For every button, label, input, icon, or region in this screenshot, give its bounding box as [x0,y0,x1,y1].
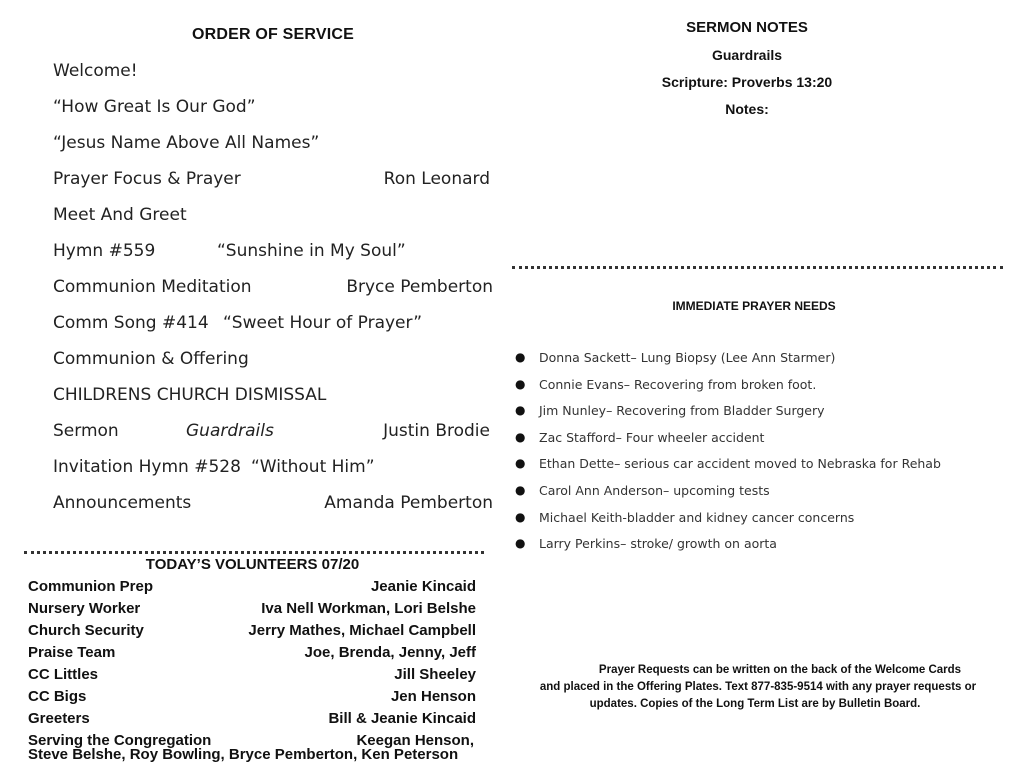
song-title: “Sunshine in My Soul” [217,241,406,261]
divider-dotted [512,266,1003,269]
service-item: “Jesus Name Above All Names” [53,133,320,153]
prayer-needs-title: IMMEDIATE PRAYER NEEDS [672,299,836,313]
service-item: CHILDRENS CHURCH DISMISSAL [53,385,327,405]
prayer-requests-info: Prayer Requests can be written on the back of the Welcome Cards and placed in the Offering Plates. Text 877-835-9514 with any prayer requests or updates. Copies of the Long Term List are by Bulletin Board. [539,664,977,710]
sermon-notes-sermon-title: Guardrails [711,47,783,63]
prayer-needs-list [515,350,941,563]
service-item: Sermon Guardrails Justin Brodie [53,421,490,441]
bullet-icon: ● [515,482,526,497]
service-item: “How Great Is Our God” [53,97,256,117]
service-item: Communion & Offering [53,349,249,369]
list-item: ● Carol Ann Anderson– upcoming tests [515,482,770,498]
list-item: ● Donna Sackett– Lung Biopsy (Lee Ann Starmer) [515,350,836,365]
bullet-icon: ● [515,429,526,444]
volunteer-continuation: Steve Belshe, Roy Bowling, Bryce Pemberton, Ken Peterson [28,746,459,763]
service-item: Welcome! [53,61,138,81]
list-item: ● Ethan Dette– serious car accident moved to Nebraska for Rehab [515,456,941,472]
volunteer-row: CC Bigs Jen Henson [28,688,476,705]
list-item: ● Larry Perkins– stroke/ growth on aorta [515,536,777,552]
volunteer-row: Church Security Jerry Mathes, Michael Campbell [28,622,476,639]
volunteer-row: Serving the Congregation Keegan Henson, [28,732,474,749]
service-item: Prayer Focus & Prayer Ron Leonard [53,169,490,189]
service-item: Comm Song #414 “Sweet Hour of Prayer” [53,313,423,333]
song-title: “Sweet Hour of Prayer” [223,313,423,333]
service-leader: Justin Brodie [383,421,490,441]
bullet-icon: ● [515,509,526,524]
volunteer-row: Greeters Bill & Jeanie Kincaid [28,710,476,727]
right-panel [505,0,1015,784]
service-item: Communion Meditation Bryce Pemberton [53,277,493,297]
bullet-icon: ● [515,403,526,418]
left-panel [0,0,505,784]
service-leader: Amanda Pemberton [324,493,493,513]
service-leader: Ron Leonard [383,169,490,189]
volunteer-row: Communion Prep Jeanie Kincaid [28,578,476,595]
list-item: ● Connie Evans– Recovering from broken foot. [515,376,817,392]
service-item: Hymn #559 “Sunshine in My Soul” [53,241,406,261]
volunteer-row: Nursery Worker Iva Nell Workman, Lori Belshe [28,600,476,617]
service-item: Invitation Hymn #528 “Without Him” [53,457,375,477]
list-item: ● Jim Nunley– Recovering from Bladder Surgery [515,403,825,419]
bullet-icon: ● [515,376,526,391]
sermon-notes-title: SERMON NOTES [686,19,808,36]
service-leader: Bryce Pemberton [346,277,493,297]
service-item: Meet And Greet [53,205,187,225]
service-item: Announcements Amanda Pemberton [53,493,493,513]
bullet-icon: ● [515,456,526,471]
bullet-icon: ● [515,350,526,364]
sermon-notes-label: Notes: [725,101,769,117]
volunteer-row: Praise Team Joe, Brenda, Jenny, Jeff [28,644,476,661]
volunteer-row: CC Littles Jill Sheeley [28,666,476,683]
bullet-icon: ● [515,536,526,551]
sermon-notes-scripture: Scripture: Proverbs 13:20 [661,74,833,90]
song-title: “Without Him” [251,457,375,477]
divider-dotted [24,551,484,554]
list-item: ● Zac Stafford– Four wheeler accident [515,429,765,445]
volunteers-title: TODAY’S VOLUNTEERS 07/20 [145,556,360,573]
list-item: ● Michael Keith-bladder and kidney cancer concerns [515,509,855,525]
order-of-service-title: ORDER OF SERVICE [191,26,355,43]
sermon-title: Guardrails [186,421,274,441]
